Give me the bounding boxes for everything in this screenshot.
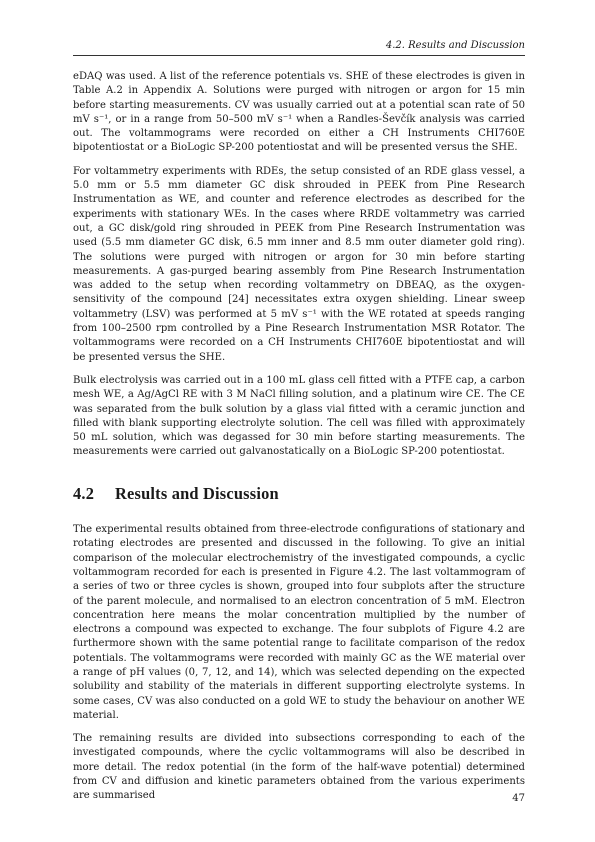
page-body: [73, 70, 525, 813]
paragraph: Bulk electrolysis was carried out in a 100 mL glass cell fitted with a PTFE cap, a carbon mesh WE, a Ag/AgCl RE with 3 M NaCl filling solution, and a platinum wire CE. The CE was separated from the bulk solution by a glass vial fitted with a ceramic junction and filled with blank supporting electrolyte solution. The cell was filled with approximately 50 mL solution, which was degassed for 30 min before starting measurements. The measurements were carried out galvanostatically on a BioLogic SP-200 potentiostat.: [73, 374, 525, 458]
paragraph: eDAQ was used. A list of the reference potentials vs. SHE of these electrodes is given in Table A.2 in Appendix A. Solutions were purged with nitrogen or argon for 15 min before starting measurements. CV was usually carried out at a potential scan rate of 50 mV s⁻¹, or in a range from 50–500 mV s⁻¹ when a Randles-Ševčík analysis was carried out. The voltammograms were recorded on either a CH Instruments CHI760E bipotentiostat or a BioLogic SP-200 potentiostat and will be presented versus the SHE.: [73, 71, 525, 154]
section-heading: [73, 483, 525, 503]
paragraph: The experimental results obtained from three-electrode configurations of stationary and rotating electrodes are presented and discussed in the following. To give an initial comparison of the molecular electrochemistry of the investigated compounds, a cyclic voltammogram recorded for each is presented in Figure 4.2. The last voltammogram of a series of two or three cycles is shown, grouped into four subplots after the structure of the parent molecule, and normalised to an electron concentration of 5 mM. Electron concentration here means the molar concentration multiplied by the number of electrons a compound was expected to exchange. The four subplots of Figure 4.2 are furthermore shown with the same potential range to facilitate comparison of the redox potentials. The voltammograms were recorded with mainly GC as the WE material over a range of pH values (0, 7, 12, and 14), which was selected depending on the expected solubility and stability of the materials in different supporting electrolyte systems. In some cases, CV was also conducted on a gold WE to study the behaviour on another WE material.: [73, 524, 525, 721]
running-head: 4.2. Results and Discussion: [385, 40, 525, 51]
paragraph: The remaining results are divided into subsections corresponding to each of the investigated compounds, where the cyclic voltammograms will also be described in more detail. The redox potential (in the form of the half-wave potential) determined from CV and diffusion and kinetic parameters obtained from the various experiments are summarised: [73, 733, 525, 802]
section-number: 4.2: [73, 483, 95, 503]
header-rule: [73, 55, 525, 56]
paragraph: For voltammetry experiments with RDEs, the setup consisted of an RDE glass vessel, a 5.0 mm or 5.5 mm diameter GC disk shrouded in PEEK from Pine Research Instrumentation as WE, and counter and reference electrodes as described for the experiments with stationary WEs. In the cases where RRDE voltammetry was carried out, a GC disk/gold ring shrouded in PEEK from Pine Research Instrumentation was used (5.5 mm diameter GC disk, 6.5 mm inner and 8.5 mm outer diameter gold ring). The solutions were purged with nitrogen or argon for 30 min before starting measurements. A gas-purged bearing assembly from Pine Research Instrumentation was added to the setup when recording voltammetry on DBEAQ, as the oxygen-sensitivity of the compound [24] necessitates extra oxygen shielding. Linear sweep voltammetry (LSV) was performed at 5 mV s⁻¹ with the WE rotated at speeds ranging from 100–2500 rpm controlled by a Pine Research Instrumentation MSR Rotator. The voltammograms were recorded on a CH Instruments CHI760E bipotentiostat and will be presented versus the SHE.: [73, 165, 525, 363]
page-number: 47: [512, 793, 525, 804]
section-title: Results and Discussion: [115, 483, 279, 503]
